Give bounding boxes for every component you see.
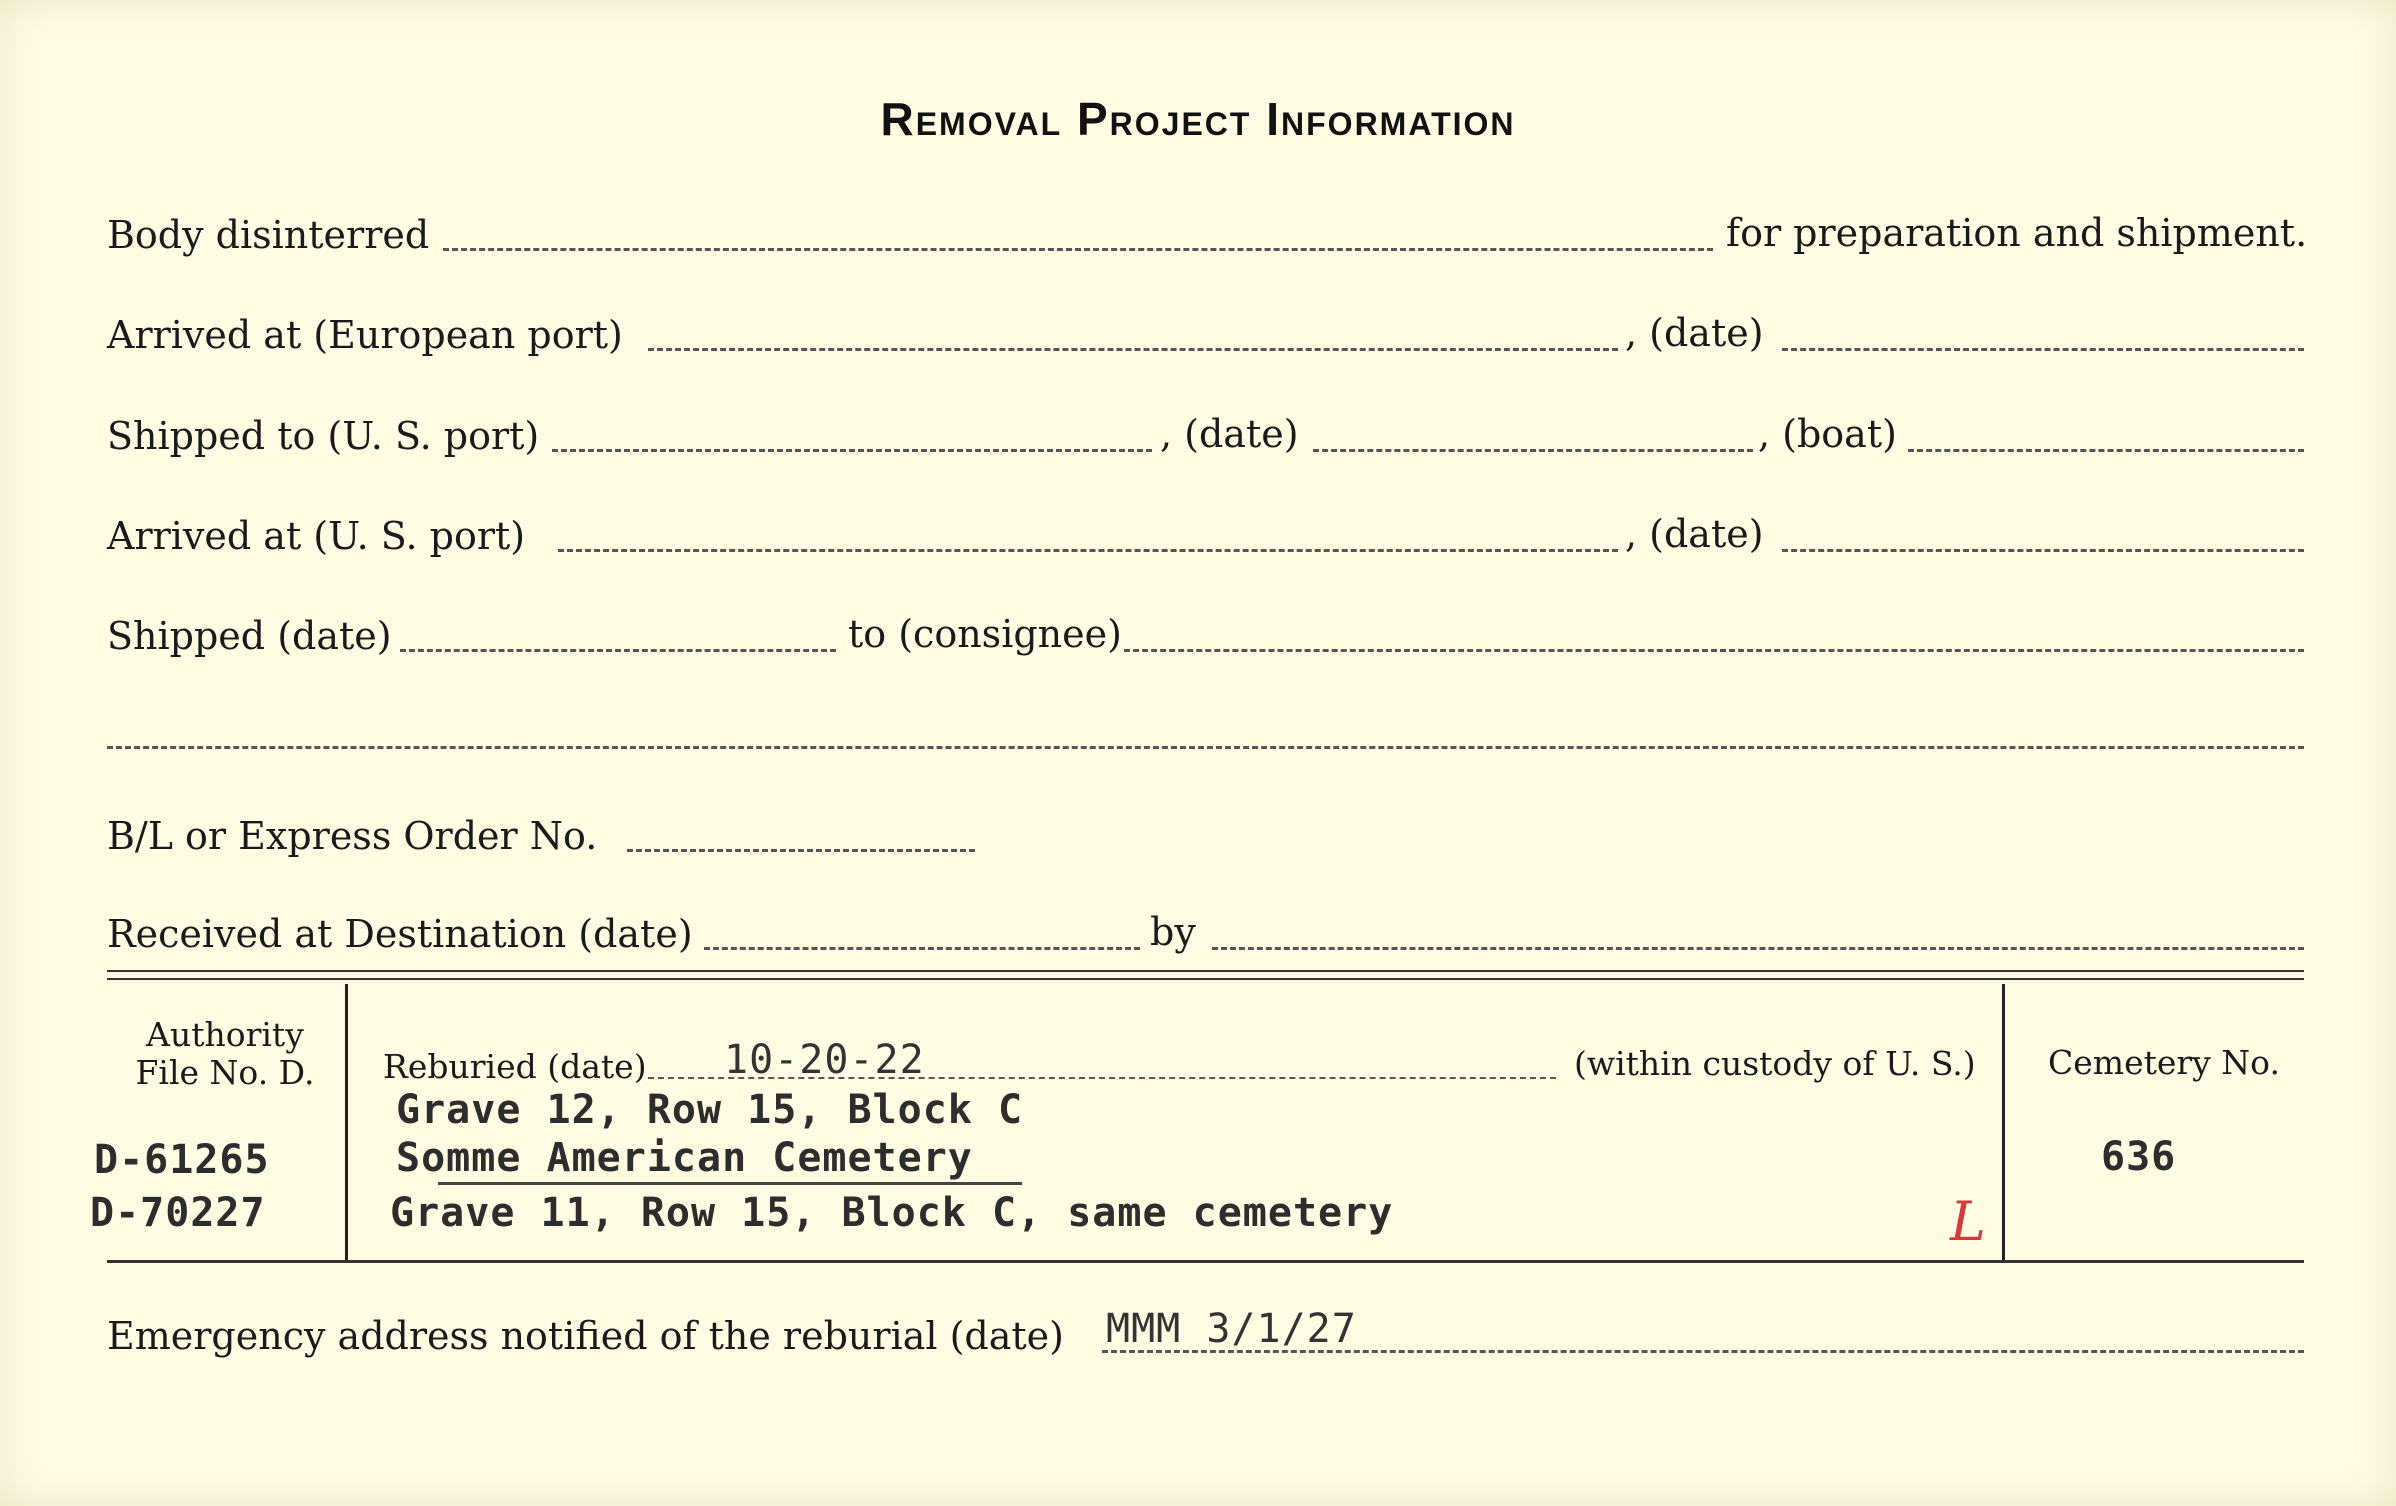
arrived-european-date-line — [1782, 348, 2304, 351]
reburied-date-value: 10-20-22 — [724, 1037, 925, 1083]
grid-divider-right — [2002, 984, 2005, 1262]
consignee-label: to (consignee) — [848, 612, 1122, 656]
form-title: Removal Project Information — [880, 93, 1516, 145]
bl-order-line — [627, 849, 975, 852]
file-number-1: D-61265 — [94, 1137, 270, 1183]
within-custody-label: (within custody of U. S.) — [1574, 1044, 1976, 1083]
body-disinterred-label: Body disinterred — [107, 213, 430, 257]
reburied-date-label: Reburied (date) — [383, 1047, 647, 1086]
arrived-european-label: Arrived at (European port) — [107, 313, 623, 357]
boat-label: , (boat) — [1758, 412, 1897, 456]
bl-order-label: B/L or Express Order No. — [107, 814, 598, 858]
shipped-us-date-line — [1313, 449, 1753, 452]
shipped-us-port-line — [552, 449, 1152, 452]
grid-bottom-rule — [107, 1260, 2304, 1263]
arrived-european-date-label: , (date) — [1625, 311, 1764, 355]
received-destination-label: Received at Destination (date) — [107, 912, 693, 956]
shipped-us-port-label: Shipped to (U. S. port) — [107, 414, 540, 458]
body-disinterred-line — [443, 248, 1713, 251]
section-rule-bottom — [107, 978, 2304, 980]
cemetery-number-label: Cemetery No. — [2048, 1043, 2280, 1082]
authority-label: Authority File No. D. — [135, 1015, 315, 1092]
for-preparation-label: for preparation and shipment. — [1726, 211, 2308, 255]
file-number-2: D-70227 — [90, 1190, 266, 1236]
arrived-us-port-line — [558, 549, 1618, 552]
section-rule-top — [107, 970, 2304, 972]
received-destination-line — [704, 947, 1140, 950]
emergency-address-label: Emergency address notified of the reburial (date) — [107, 1314, 1064, 1358]
grave-line-2: Somme American Cemetery — [396, 1135, 973, 1181]
emergency-date-value: MMM 3/1/27 — [1106, 1306, 1357, 1352]
arrived-us-port-label: Arrived at (U. S. port) — [107, 514, 526, 558]
boat-line — [1908, 449, 2304, 452]
received-by-line — [1212, 947, 2304, 950]
cemetery-number-value: 636 — [2101, 1134, 2177, 1180]
consignee-line — [1124, 649, 2304, 652]
shipped-date-line — [400, 649, 836, 652]
arrived-us-date-label: , (date) — [1625, 512, 1764, 556]
red-initial-mark: L — [1950, 1190, 1986, 1253]
grave-line-3: Grave 11, Row 15, Block C, same cemetery — [390, 1190, 1394, 1236]
grave-underline — [438, 1182, 1022, 1185]
arrived-us-date-line — [1782, 549, 2304, 552]
shipped-date-label: Shipped (date) — [107, 614, 392, 658]
received-by-label: by — [1150, 910, 1196, 954]
grave-line-1: Grave 12, Row 15, Block C — [396, 1087, 1024, 1133]
shipped-us-date-label: , (date) — [1160, 412, 1299, 456]
consignee-continuation-line — [107, 746, 2304, 749]
arrived-european-line — [648, 348, 1618, 351]
